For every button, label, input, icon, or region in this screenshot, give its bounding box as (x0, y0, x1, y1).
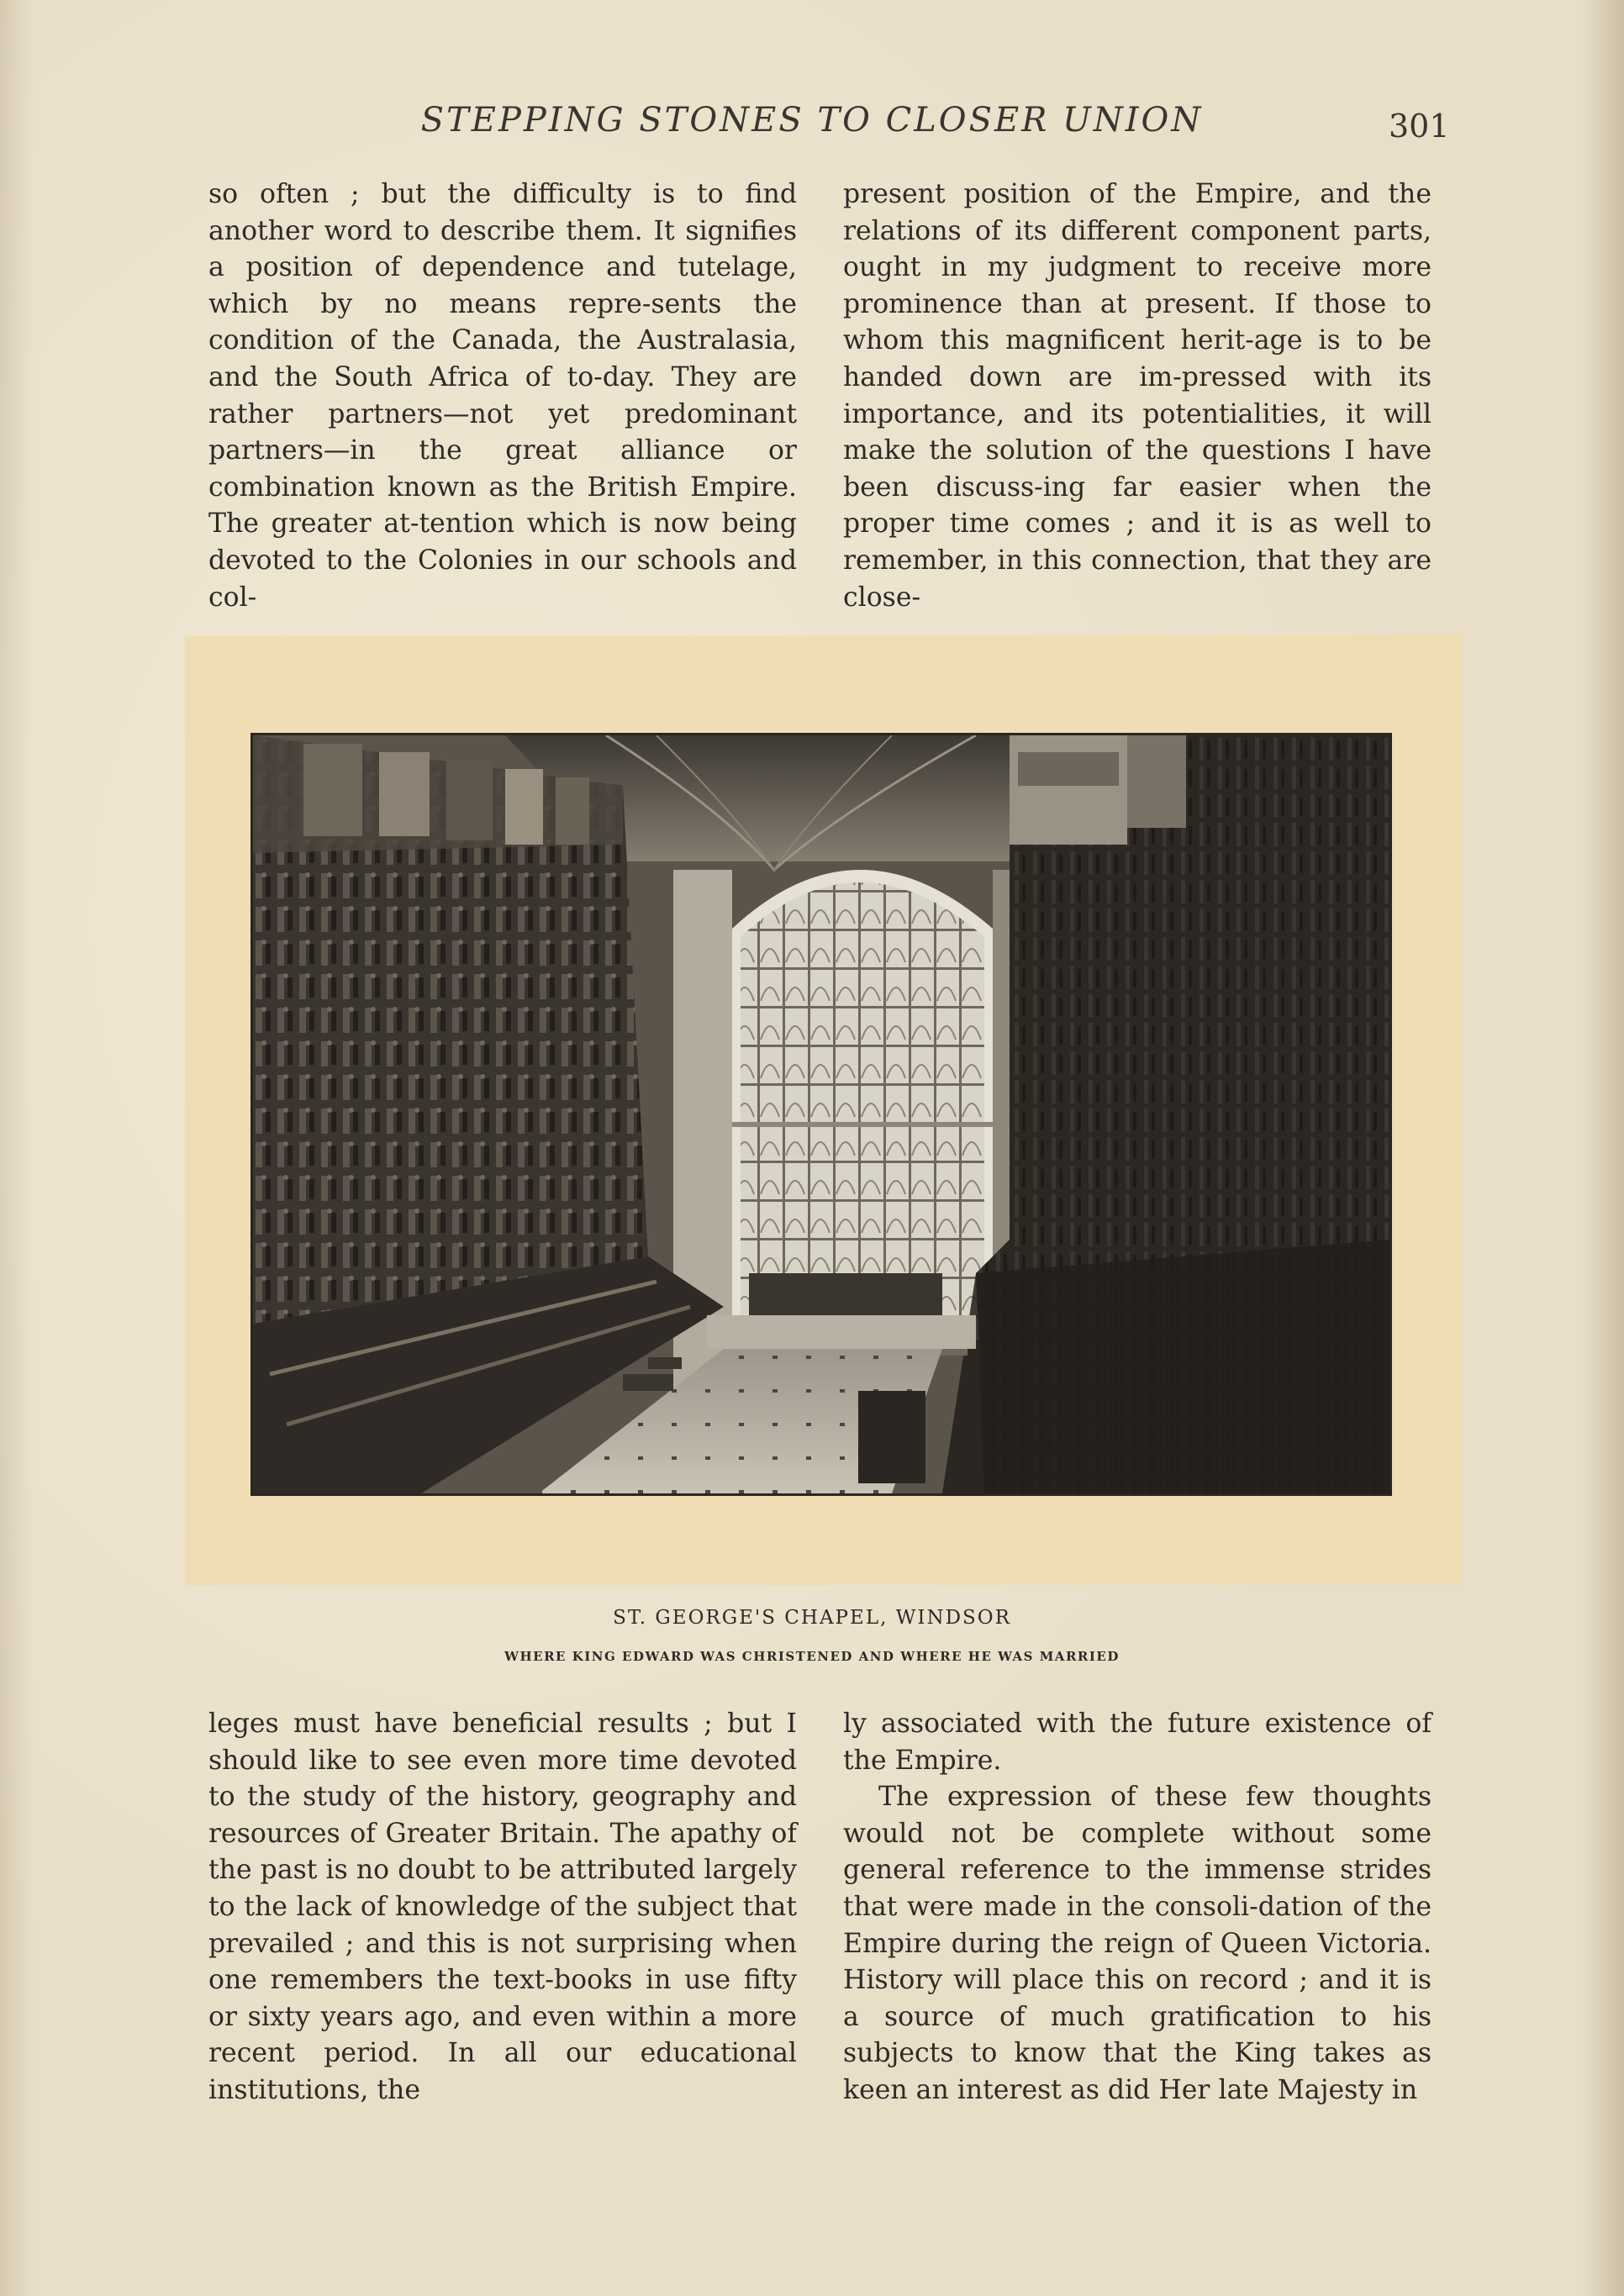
column-top-left (208, 176, 797, 616)
page-number: 301 (1389, 108, 1450, 145)
figure-caption-subtitle: WHERE KING EDWARD WAS CHRISTENED AND WHERE HE WAS MARRIED (504, 1649, 1120, 1664)
paragraph: present position of the Empire, and the relations of its different component parts, ought in my judgment to receive more prominence than at present. If those to whom this magnificent herit-age is to be handed down are im-pressed with its importance, and its potentialities, it will make the solution of the questions I have been discuss-ing far easier when the proper time comes ; and it is as well to remember, in this connection, that they are close- (843, 179, 1432, 613)
column-bottom-left (208, 1706, 797, 2109)
chapel-photograph (250, 733, 1392, 1496)
running-title: STEPPING STONES TO CLOSER UNION (420, 101, 1204, 140)
paragraph: so often ; but the difficulty is to find another word to describe them. It signifies a position of dependence and tutelage, which by no means repre-sents the condition of the Canada, the Australasia, and the South Africa of to-day. They are rather partners—not yet predominant partners—in the great alliance or combination known as the British Empire. The greater at-tention which is now being devoted to the Colonies in our schools and col- (208, 179, 797, 613)
figure-caption-title: ST. GEORGE'S CHAPEL, WINDSOR (613, 1607, 1011, 1629)
paragraph: ly associated with the future existence of the Empire. (843, 1709, 1432, 1776)
column-top-right (843, 176, 1432, 616)
paragraph: The expression of these few thoughts would not be complete without some general reference to the immense strides that were made in the consoli-dation of the Empire during the reign of Queen Victoria. History will place this on record ; and it is a source of much gratification to his subjects to know that the King takes as keen an interest as did Her late Majesty in (843, 1782, 1432, 2105)
column-bottom-right (843, 1706, 1432, 2109)
paragraph: leges must have beneficial results ; but I should like to see even more time devoted to the study of the history, geography and resources of Greater Britain. The apathy of the past is no doubt to be attributed largely to the lack of knowledge of the subject that prevailed ; and this is not surprising when one remembers the text-books in use fifty or sixty years ago, and even within a more recent period. In all our educational institutions, the (208, 1709, 797, 2105)
